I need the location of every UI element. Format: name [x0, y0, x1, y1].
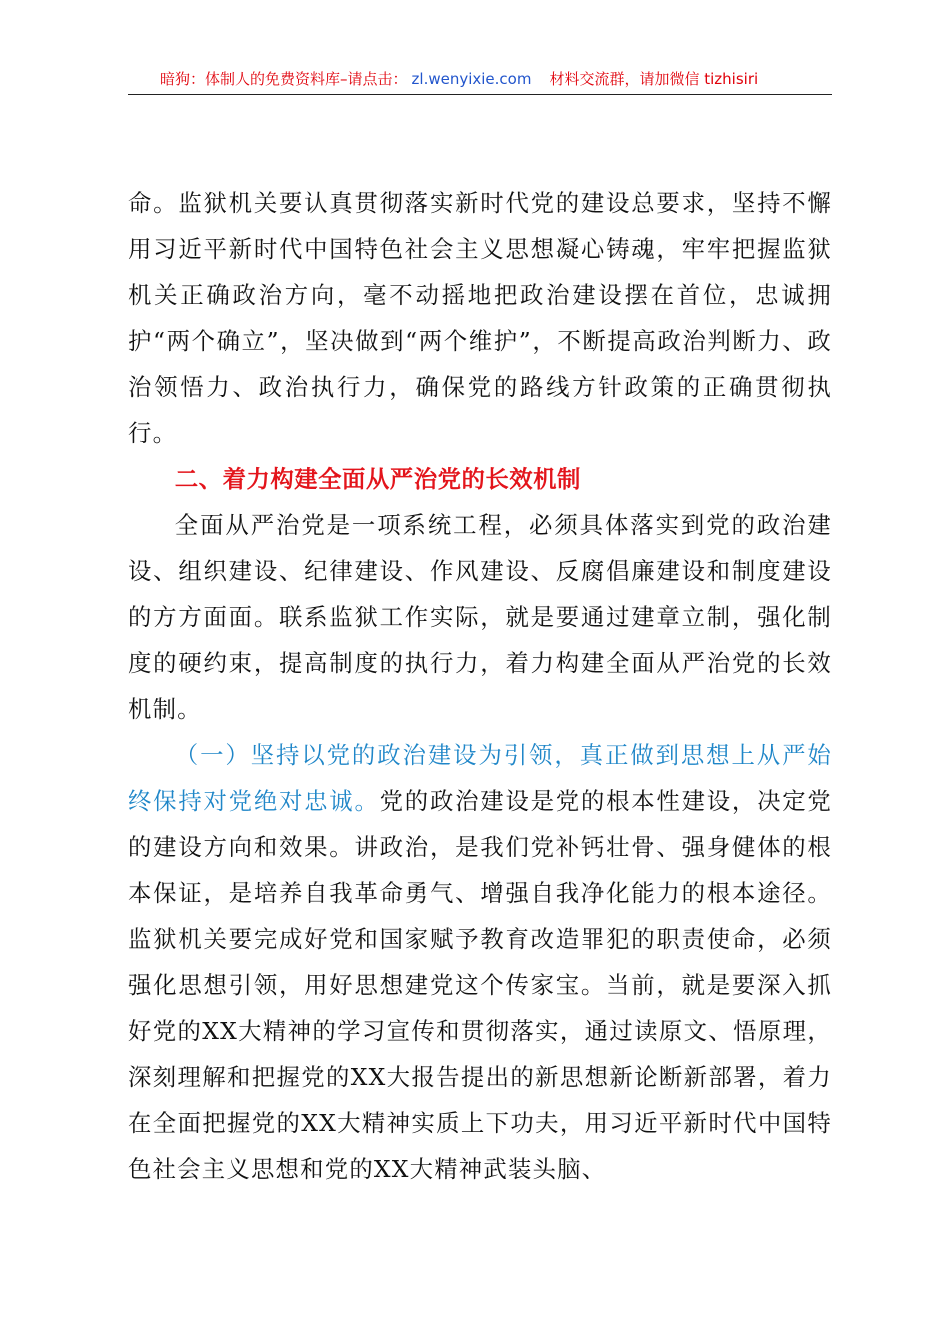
section-heading-2: 二、着力构建全面从严治党的长效机制 [174, 465, 581, 493]
paragraph-section-2-intro: 全面从严治党是一项系统工程，必须具体落实到党的政治建设、组织建设、纪律建设、作风建设、反腐倡廉建设和制度建设的方方面面。联系监狱工作实际，就是要通过建章立制，强化制度的硬约束，提高制度的执行力，着力构建全面从严治党的长效机制。 [128, 511, 832, 723]
paragraph-subsection-1 [128, 732, 832, 1192]
paragraph-continuation: 命。监狱机关要认真贯彻落实新时代党的建设总要求，坚持不懈用习近平新时代中国特色社会主义思想凝心铸魂，牢牢把握监狱机关正确政治方向，毫不动摇地把政治建设摆在首位，忠诚拥护“两个确立”，坚决做到“两个维护”，不断提高政治判断力、政治领悟力、政治执行力，确保党的路线方针政策的正确贯彻执行。 [128, 189, 832, 447]
header-click-label: 请点击： [347, 70, 408, 88]
subsection-1-title: （一）坚持以党的政治建设为引领，真正做到思想上从严始终保持对党绝对忠诚。 [128, 741, 832, 815]
page-header [128, 68, 832, 95]
header-separator: – [340, 70, 348, 88]
header-url-link[interactable]: zl.wenyixie.com [411, 70, 532, 88]
header-site-name: 暗狗：体制人的免费资料库 [160, 70, 341, 88]
document-body [128, 180, 832, 1192]
subsection-1-text: 党的政治建设是党的根本性建设，决定党的建设方向和效果。讲政治，是我们党补钙壮骨、强身健体的根本保证，是培养自我革命勇气、增强自我净化能力的根本途径。监狱机关要完成好党和国家赋予教育改造罪犯的职责使命，必须强化思想引领，用好思想建党这个传家宝。当前，就是要深入抓好党的XX大精神的学习宣传和贯彻落实，通过读原文、悟原理，深刻理解和把握党的XX大报告提出的新思想新论断新部署，着力在全面把握党的XX大精神实质上下功夫，用习近平新时代中国特色社会主义思想和党的XX大精神武装头脑、 [128, 787, 833, 1183]
header-contact-text: 材料交流群，请加微信 tizhisiri [549, 70, 759, 88]
